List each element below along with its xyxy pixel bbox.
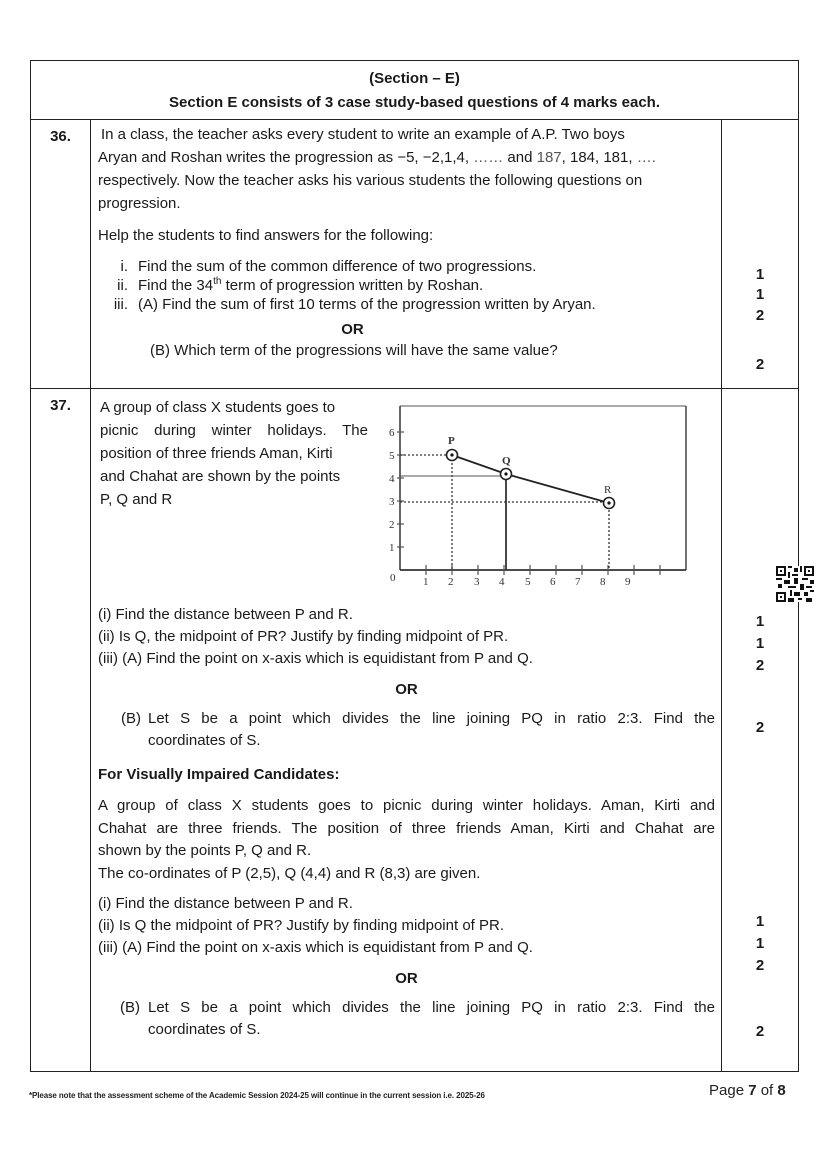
svg-text:3: 3 bbox=[389, 496, 395, 508]
marks: 2 bbox=[755, 957, 765, 974]
marks: 2 bbox=[755, 719, 765, 736]
marks: 1 bbox=[755, 266, 765, 283]
q36-help: Help the students to find answers for the following: bbox=[98, 227, 434, 244]
q36-item-ii bbox=[98, 276, 715, 295]
alt-text bbox=[148, 708, 715, 752]
alt-line2: coordinates of S. bbox=[148, 732, 261, 749]
q36-value: 187 bbox=[536, 149, 562, 166]
superscript: th bbox=[213, 276, 222, 287]
vi-heading: For Visually Impaired Candidates: bbox=[98, 766, 340, 783]
q36-item-i bbox=[98, 257, 715, 276]
segment-pqr bbox=[452, 455, 609, 503]
vi-items bbox=[98, 893, 715, 959]
svg-text:6: 6 bbox=[389, 427, 395, 439]
marks: 1 bbox=[755, 613, 765, 630]
q36-alternative: (B) Which term of the progressions will have the same value? bbox=[150, 342, 558, 359]
vi-item-ii: (ii) Is Q the midpoint of PR? Justify by finding midpoint of PR. bbox=[98, 917, 505, 934]
svg-text:1: 1 bbox=[423, 576, 429, 588]
or-label: OR bbox=[341, 321, 364, 338]
marks: 2 bbox=[755, 1023, 765, 1040]
svg-text:4: 4 bbox=[389, 473, 395, 485]
point-p-icon bbox=[447, 435, 458, 461]
section-header bbox=[31, 61, 799, 120]
section-header-row bbox=[31, 61, 799, 120]
alt-line1: Let S be a point which divides the line joining PQ in ratio 2:3. Find the bbox=[148, 999, 715, 1016]
alt-label: (B) bbox=[120, 999, 140, 1016]
item-label: iii. bbox=[113, 296, 128, 313]
marks: 2 bbox=[755, 307, 765, 324]
q37-item-i: (i) Find the distance between P and R. bbox=[98, 606, 353, 623]
svg-text:2: 2 bbox=[389, 519, 395, 531]
item-text bbox=[138, 276, 483, 295]
q36-intro-line3: respectively. Now the teacher asks his various students the following questions on bbox=[98, 172, 643, 189]
question-number: 37. bbox=[31, 389, 91, 1072]
alt-line2: coordinates of S. bbox=[148, 1021, 261, 1038]
marks: 1 bbox=[755, 286, 765, 303]
q36-intro-line2: Aryan and Roshan writes the progression as −5, −2,1,4, bbox=[98, 149, 474, 166]
intro-line: picnic during winter holidays. The bbox=[100, 422, 368, 439]
q37-intro bbox=[98, 396, 368, 604]
q37-items bbox=[98, 604, 715, 670]
marks: 1 bbox=[755, 635, 765, 652]
coordinate-graph bbox=[380, 398, 695, 593]
q37-item-iii: (iii) (A) Find the point on x-axis which is equidistant from P and Q. bbox=[98, 650, 533, 667]
intro-line: P, Q and R bbox=[100, 491, 173, 508]
vi-paragraph bbox=[98, 795, 715, 885]
q36-intro bbox=[98, 123, 715, 215]
vi-item-i: (i) Find the distance between P and R. bbox=[98, 895, 353, 912]
ellipsis: …. bbox=[636, 149, 656, 166]
svg-text:6: 6 bbox=[550, 576, 556, 588]
ellipsis: …… bbox=[473, 149, 504, 166]
qr-code-icon[interactable] bbox=[776, 566, 814, 602]
question-row-36 bbox=[31, 120, 799, 389]
vi-line: Chahat are three friends. The position of three friends Aman, Kirti and Chahat are bbox=[98, 819, 715, 837]
item-text: (A) Find the sum of first 10 terms of the progression written by Aryan. bbox=[138, 296, 596, 313]
graph-frame bbox=[400, 406, 686, 570]
q37-alternative bbox=[98, 708, 715, 752]
svg-text:0: 0 bbox=[390, 572, 396, 584]
point-r-icon bbox=[604, 484, 615, 509]
svg-text:5: 5 bbox=[389, 450, 395, 462]
marks: 1 bbox=[755, 935, 765, 952]
svg-text:1: 1 bbox=[389, 542, 395, 554]
q36-intro-line1: In a class, the teacher asks every student to write an example of A.P. Two boys bbox=[101, 126, 625, 143]
svg-text:3: 3 bbox=[474, 576, 480, 588]
svg-text:2: 2 bbox=[448, 576, 454, 588]
marks: 2 bbox=[755, 356, 765, 373]
q37-item-ii: (ii) Is Q, the midpoint of PR? Justify by finding midpoint of PR. bbox=[98, 628, 509, 645]
alt-line1: Let S be a point which divides the line joining PQ in ratio 2:3. Find the bbox=[148, 710, 715, 727]
alt-text bbox=[148, 997, 715, 1041]
tick-labels bbox=[389, 427, 631, 588]
intro-line: A group of class X students goes to bbox=[100, 399, 336, 416]
svg-text:8: 8 bbox=[600, 576, 606, 588]
svg-text:5: 5 bbox=[525, 576, 531, 588]
svg-text:Q: Q bbox=[502, 455, 511, 467]
question-number: 36. bbox=[31, 120, 91, 389]
page-total: 8 bbox=[777, 1082, 786, 1099]
vi-item-iii: (iii) (A) Find the point on x-axis which is equidistant from P and Q. bbox=[98, 939, 533, 956]
item-label: i. bbox=[120, 258, 128, 275]
page-current: 7 bbox=[748, 1082, 757, 1099]
page-number bbox=[709, 1082, 786, 1099]
marks-column bbox=[722, 120, 799, 389]
svg-text:P: P bbox=[448, 435, 455, 447]
q36-item-iii bbox=[98, 295, 715, 314]
svg-text:9: 9 bbox=[625, 576, 631, 588]
alt-label: (B) bbox=[121, 710, 141, 727]
vi-coordinates: The co-ordinates of P (2,5), Q (4,4) and R (8,3) are given. bbox=[98, 864, 481, 882]
item-text-pre: Find the 34 bbox=[138, 277, 214, 294]
point-q-icon bbox=[501, 455, 512, 480]
intro-line: position of three friends Aman, Kirti bbox=[100, 445, 333, 462]
question-body bbox=[91, 120, 722, 389]
section-title: (Section – E) bbox=[369, 70, 460, 87]
vi-line: shown by the points P, Q and R. bbox=[98, 842, 312, 859]
marks-column bbox=[722, 389, 799, 1072]
q36-and: and bbox=[503, 149, 537, 166]
intro-line: and Chahat are shown by the points bbox=[100, 468, 341, 485]
marks: 2 bbox=[755, 657, 765, 674]
or-label: OR bbox=[395, 681, 418, 698]
item-label: ii. bbox=[117, 277, 128, 294]
vi-alternative bbox=[98, 997, 715, 1041]
or-label: OR bbox=[395, 970, 418, 987]
q36-values: , 184, 181, bbox=[561, 149, 637, 166]
section-subtitle: Section E consists of 3 case study-based questions of 4 marks each. bbox=[169, 94, 661, 111]
svg-text:4: 4 bbox=[499, 576, 505, 588]
page-prefix: Page bbox=[709, 1082, 749, 1099]
q36-intro-line4: progression. bbox=[98, 195, 181, 212]
footer-note: *Please note that the assessment scheme of the Academic Session 2024-25 will continue in the current session i.e. 2025-26 bbox=[29, 1091, 485, 1100]
svg-text:R: R bbox=[604, 484, 612, 496]
svg-text:7: 7 bbox=[575, 576, 581, 588]
item-text: Find the sum of the common difference of two progressions. bbox=[138, 258, 537, 275]
page-of: of bbox=[756, 1082, 778, 1099]
item-text-post: term of progression written by Roshan. bbox=[221, 277, 484, 294]
vi-line: A group of class X students goes to picnic during winter holidays. Aman, Kirti and bbox=[98, 797, 715, 814]
marks: 1 bbox=[755, 913, 765, 930]
